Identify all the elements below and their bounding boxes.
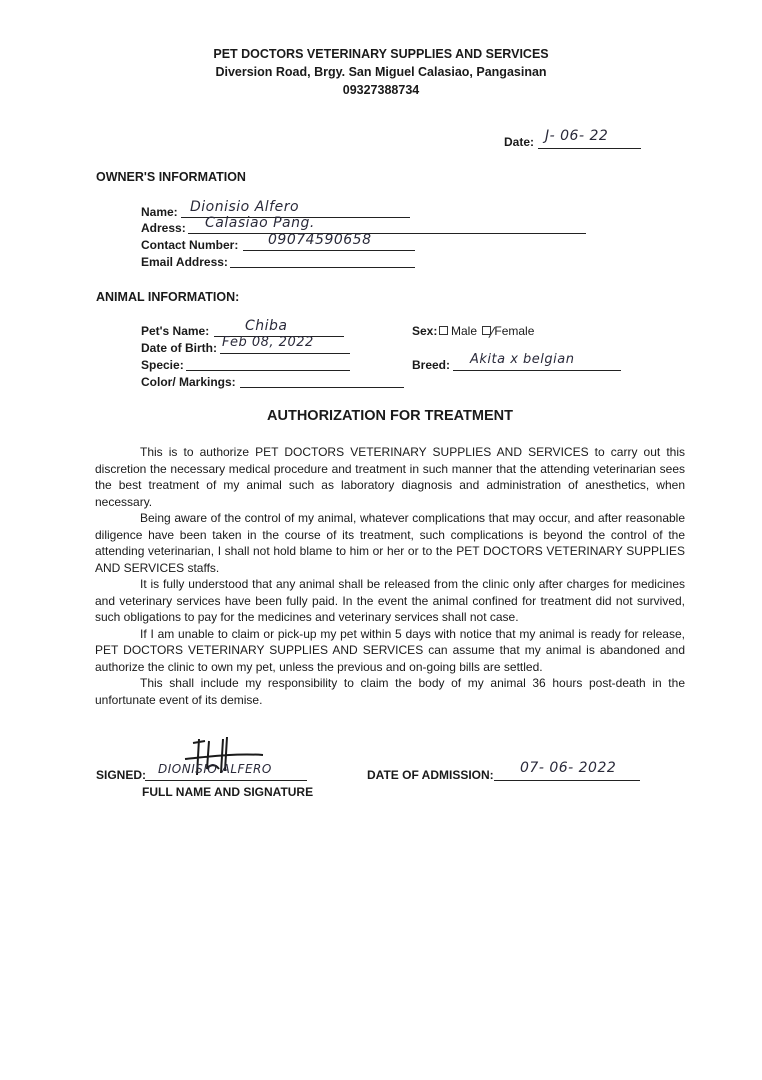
pet-name-value: Chiba xyxy=(245,318,288,334)
signed-name-value: DIONISIO ALFERO xyxy=(158,762,272,776)
sex-female-label: Female xyxy=(494,324,535,338)
sex-female-checkbox[interactable] xyxy=(482,326,491,335)
dob-value: Feb 08, 2022 xyxy=(222,335,314,350)
date-value: J- 06- 22 xyxy=(545,128,609,144)
owner-name-label: Name: xyxy=(141,205,178,219)
paragraph: It is fully understood that any animal shall be released from the clinic only after charges for medicines and veterinary services have been fully paid. In the event the animal confined for treatment did not survived, such obligations to pay for the medicines and veterinary services shall not case. xyxy=(95,577,685,624)
breed-label: Breed: xyxy=(412,358,451,372)
admission-label: DATE OF ADMISSION: xyxy=(367,768,494,782)
signed-line xyxy=(145,780,307,781)
admission-value: 07- 06- 2022 xyxy=(520,760,617,776)
dob-line xyxy=(220,353,350,354)
signature-caption: FULL NAME AND SIGNATURE xyxy=(142,785,314,799)
company-name: PET DOCTORS VETERINARY SUPPLIES AND SERVICES xyxy=(213,47,549,61)
owner-contact-value: 09074590658 xyxy=(268,232,372,248)
animal-section-title: ANIMAL INFORMATION: xyxy=(96,290,240,304)
paragraph: Being aware of the control of my animal, whatever complications that may occur, and after reasonable diligence have been taken in the course of its treatment, such complications is beyond the control of the attending veterinarian, I shall not hold blame to him or her or to the PET DOCTORS VETERINARY SUPPLIES AND SERVICES staffs. xyxy=(95,511,685,575)
owner-email-line xyxy=(230,267,415,268)
breed-line xyxy=(453,370,621,371)
authorization-title: AUTHORIZATION FOR TREATMENT xyxy=(267,408,513,424)
sex-label: Sex: xyxy=(412,324,438,338)
admission-line xyxy=(494,780,640,781)
owner-contact-label: Contact Number: xyxy=(141,238,239,252)
sex-options xyxy=(437,324,534,338)
owner-section-title: OWNER'S INFORMATION xyxy=(96,170,246,184)
owner-name-value: Dionisio Alfero xyxy=(190,199,300,215)
date-label: Date: xyxy=(504,135,535,149)
sex-male-label: Male xyxy=(451,324,478,338)
company-phone: 09327388734 xyxy=(342,83,420,97)
color-line xyxy=(240,387,404,388)
specie-label: Specie: xyxy=(141,358,184,372)
paragraph: This shall include my responsibility to claim the body of my animal 36 hours post-death in the unfortunate event of its demise. xyxy=(95,676,685,707)
signed-label: SIGNED: xyxy=(96,768,147,782)
owner-address-label: Adress: xyxy=(141,221,186,235)
owner-address-line xyxy=(188,233,586,234)
date-line xyxy=(538,148,641,149)
color-label: Color/ Markings: xyxy=(141,375,236,389)
company-address: Diversion Road, Brgy. San Miguel Calasiao, Pangasinan xyxy=(215,65,547,79)
owner-address-value: Calasiao Pang. xyxy=(205,215,315,231)
owner-contact-line xyxy=(243,250,415,251)
paragraph: If I am unable to claim or pick-up my pet within 5 days with notice that my animal is ready for release, PET DOCTORS VETERINARY SUPPLIES AND SERVICES can assume that my animal is abandoned and authorize the clinic to own my pet, unless the previous and on-going bills are settled. xyxy=(95,626,685,674)
specie-line xyxy=(186,370,350,371)
pet-name-label: Pet's Name: xyxy=(141,324,210,338)
breed-value: Akita x belgian xyxy=(470,352,575,367)
paragraph: This is to authorize PET DOCTORS VETERINARY SUPPLIES AND SERVICES to carry out this discretion the necessary medical procedure and treatment in such manner that the attending veterinarian sees the best treatment of my animal such as laboratory diagnosis and administration of anesthetics, when necessary. xyxy=(95,445,685,509)
sex-male-checkbox[interactable] xyxy=(439,326,448,335)
owner-email-label: Email Address: xyxy=(141,255,228,269)
authorization-body xyxy=(95,444,685,708)
dob-label: Date of Birth: xyxy=(141,341,217,355)
